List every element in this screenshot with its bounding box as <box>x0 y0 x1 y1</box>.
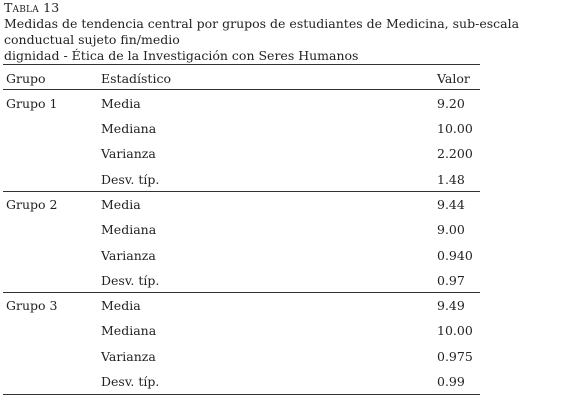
stat-value: 9.20 <box>437 96 465 111</box>
stat-label: Media <box>101 298 141 313</box>
stat-value: 2.200 <box>437 146 473 161</box>
stat-value: 9.00 <box>437 222 465 237</box>
stat-label: Media <box>101 197 141 212</box>
caption-line-1: Medidas de tendencia central por grupos de estudiantes de Medicina, sub-escala conductual sujeto fin/medio <box>4 16 520 47</box>
header-grupo: Grupo <box>6 71 46 86</box>
stat-label: Media <box>101 96 141 111</box>
caption-line-2: dignidad - Ética de la Investigación con Seres Humanos <box>4 48 359 63</box>
stat-label: Mediana <box>101 121 157 136</box>
stat-value: 10.00 <box>437 121 473 136</box>
stat-label: Desv. típ. <box>101 374 160 389</box>
stat-label: Mediana <box>101 323 157 338</box>
stat-value: 0.975 <box>437 349 473 364</box>
stat-value: 1.48 <box>437 172 465 187</box>
stat-label: Varianza <box>101 248 156 263</box>
header-valor: Valor <box>437 71 470 86</box>
stat-label: Varianza <box>101 146 156 161</box>
stat-value: 0.97 <box>437 273 465 288</box>
stat-value: 9.49 <box>437 298 465 313</box>
stat-label: Mediana <box>101 222 157 237</box>
group-separator-rule <box>3 292 480 293</box>
table-number: Tabla 13 <box>4 0 60 15</box>
header-rule <box>3 89 480 90</box>
stat-value: 0.940 <box>437 248 473 263</box>
group-label: Grupo 1 <box>6 96 58 111</box>
table-caption <box>4 0 574 64</box>
stat-label: Desv. típ. <box>101 273 160 288</box>
group-label: Grupo 2 <box>6 197 58 212</box>
top-rule <box>3 64 480 65</box>
stat-value: 10.00 <box>437 323 473 338</box>
header-estadistico: Estadístico <box>101 71 171 86</box>
stat-label: Varianza <box>101 349 156 364</box>
stat-value: 0.99 <box>437 374 465 389</box>
group-label: Grupo 3 <box>6 298 58 313</box>
bottom-rule <box>3 394 480 395</box>
stat-value: 9.44 <box>437 197 465 212</box>
stat-label: Desv. típ. <box>101 172 160 187</box>
group-separator-rule <box>3 191 480 192</box>
